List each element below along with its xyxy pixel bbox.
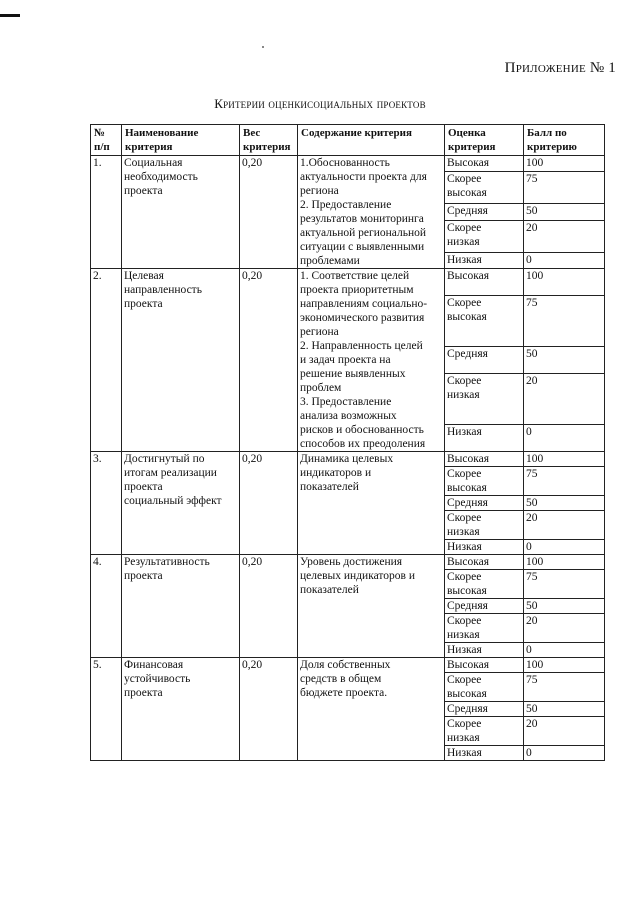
table-header [91,125,605,156]
criterion-row [91,658,605,673]
header-rating: Оценка критерия [445,125,524,156]
rating-label: Скорее высокая [445,172,524,204]
scan-speck [262,46,264,48]
rating-label: Низкая [445,643,524,658]
criterion-row [91,452,605,467]
criterion-row [91,269,605,296]
criterion-weight: 0,20 [240,156,298,269]
rating-label: Средняя [445,496,524,511]
rating-label: Низкая [445,746,524,761]
rating-label: Средняя [445,347,524,374]
rating-score: 75 [524,673,605,702]
rating-score: 75 [524,467,605,496]
criterion-content: Доля собственных средств в общем бюджете проекта. [298,658,445,761]
rating-label: Средняя [445,204,524,220]
rating-score: 50 [524,599,605,614]
header-weight: Вес критерия [240,125,298,156]
rating-label: Высокая [445,452,524,467]
rating-score: 75 [524,570,605,599]
criterion-weight: 0,20 [240,658,298,761]
criterion-content: Динамика целевых индикаторов и показателей [298,452,445,555]
criterion-name: Результативность проекта [122,555,240,658]
rating-score: 50 [524,702,605,717]
criterion-number: 5. [91,658,122,761]
rating-score: 20 [524,717,605,746]
rating-label: Скорее низкая [445,511,524,540]
table-body [91,156,605,761]
rating-label: Скорее низкая [445,717,524,746]
rating-score: 20 [524,511,605,540]
rating-label: Скорее низкая [445,614,524,643]
rating-score: 75 [524,295,605,347]
rating-label: Скорее высокая [445,570,524,599]
header-content: Содержание критерия [298,125,445,156]
rating-score: 50 [524,204,605,220]
criterion-weight: 0,20 [240,269,298,452]
criterion-content: 1.Обоснованность актуальности проекта для региона 2. Предоставление результатов мониторинга актуальной региональной ситуации с выявленными проблемами [298,156,445,269]
rating-label: Высокая [445,555,524,570]
rating-label: Низкая [445,425,524,452]
rating-label: Скорее высокая [445,295,524,347]
rating-label: Скорее низкая [445,373,524,425]
criterion-number: 1. [91,156,122,269]
criterion-content: 1. Соответствие целей проекта приоритетным направлениям социально- экономического развития региона 2. Направленность целей и задач проекта на решение выявленных проблем 3. Предоставление анализа возможных рисков и обоснованность способов их преодоления [298,269,445,452]
document-title: Критерии оценкисоциальных проектов [214,96,426,111]
criterion-content: Уровень достижения целевых индикаторов и показателей [298,555,445,658]
rating-score: 0 [524,425,605,452]
criterion-name: Социальная необходимость проекта [122,156,240,269]
rating-score: 100 [524,658,605,673]
rating-label: Низкая [445,252,524,268]
criterion-weight: 0,20 [240,452,298,555]
rating-label: Низкая [445,540,524,555]
rating-label: Средняя [445,702,524,717]
rating-score: 20 [524,220,605,252]
rating-score: 50 [524,496,605,511]
criterion-number: 4. [91,555,122,658]
criterion-row [91,156,605,172]
rating-score: 0 [524,252,605,268]
criterion-weight: 0,20 [240,555,298,658]
criterion-row [91,555,605,570]
rating-score: 100 [524,452,605,467]
criterion-name: Финансовая устойчивость проекта [122,658,240,761]
header-num: № п/п [91,125,122,156]
rating-score: 0 [524,540,605,555]
appendix-label: Приложение № 1 [504,60,616,76]
criteria-table [90,124,605,761]
rating-label: Высокая [445,269,524,296]
rating-score: 75 [524,172,605,204]
scan-edge-mark [0,14,20,17]
rating-score: 20 [524,614,605,643]
rating-label: Скорее низкая [445,220,524,252]
criterion-name: Достигнутый по итогам реализации проекта социальный эффект [122,452,240,555]
rating-score: 50 [524,347,605,374]
rating-score: 100 [524,555,605,570]
header-name: Наименование критерия [122,125,240,156]
rating-label: Высокая [445,156,524,172]
header-score: Балл по критерию [524,125,605,156]
rating-label: Высокая [445,658,524,673]
criterion-number: 3. [91,452,122,555]
rating-label: Скорее высокая [445,467,524,496]
rating-score: 0 [524,643,605,658]
rating-label: Скорее высокая [445,673,524,702]
rating-score: 0 [524,746,605,761]
rating-label: Средняя [445,599,524,614]
rating-score: 100 [524,156,605,172]
criterion-number: 2. [91,269,122,452]
rating-score: 100 [524,269,605,296]
rating-score: 20 [524,373,605,425]
criterion-name: Целевая направленность проекта [122,269,240,452]
